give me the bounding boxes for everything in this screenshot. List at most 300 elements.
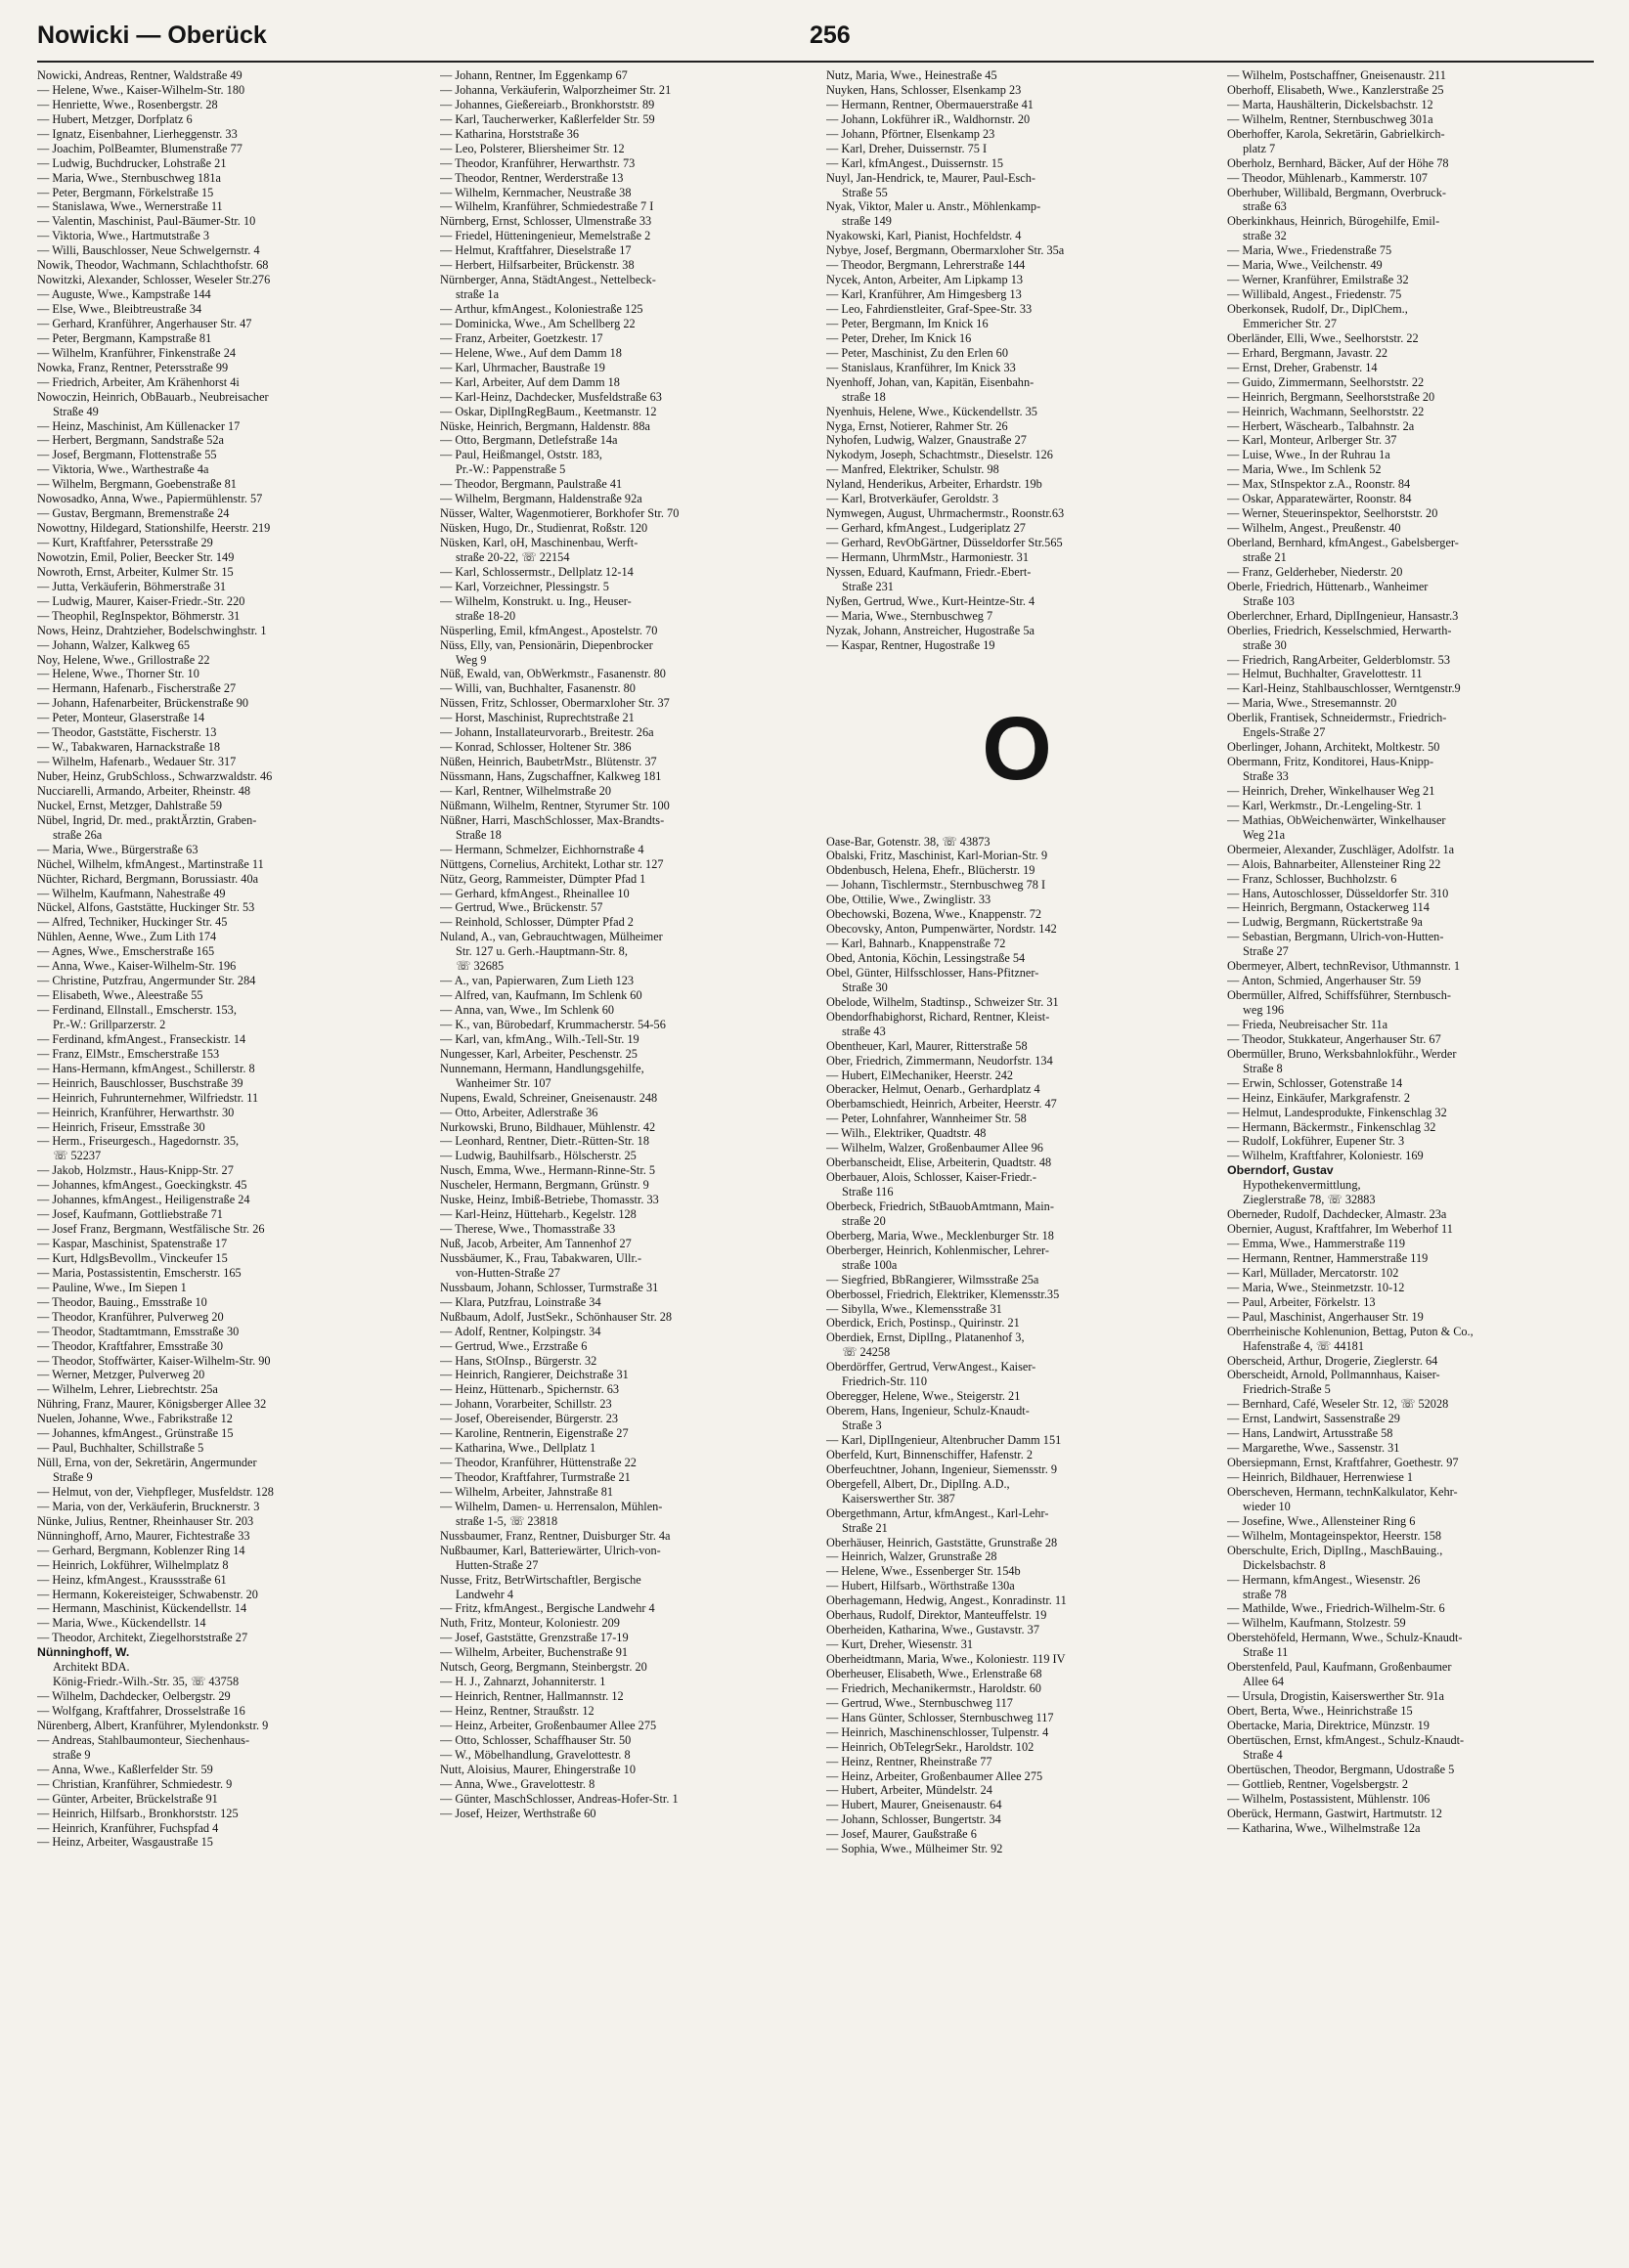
directory-entry: Ober, Friedrich, Zimmermann, Neudorfstr. 134 <box>826 1053 1053 1068</box>
directory-entry: — Heinrich, Bergmann, Ostackerweg 114 <box>1227 900 1430 915</box>
directory-entry: Oberbauer, Alois, Schlosser, Kaiser-Friedr.- <box>826 1170 1036 1185</box>
directory-entry: wieder 10 <box>1243 1499 1291 1513</box>
directory-entry: — Sebastian, Bergmann, Ulrich-von-Hutten- <box>1227 930 1444 944</box>
directory-entry: — Heinrich, Walzer, Grunstraße 28 <box>826 1549 997 1564</box>
directory-entry: — Auguste, Wwe., Kampstraße 144 <box>37 287 211 302</box>
directory-entry: — Hermann, Maschinist, Kückendellstr. 14 <box>37 1601 247 1616</box>
directory-entry: — Wilhelm, Kaufmann, Stolzestr. 59 <box>1227 1616 1406 1631</box>
directory-entry: — Otto, Arbeiter, Adlerstraße 36 <box>440 1105 598 1119</box>
directory-entry: — Theodor, Kraftfahrer, Emsstraße 30 <box>37 1338 224 1353</box>
directory-entry: straße 32 <box>1243 229 1287 243</box>
directory-entry: — Dominicka, Wwe., Am Schellberg 22 <box>440 316 636 330</box>
directory-entry: — Wilhelm, Arbeiter, Jahnstraße 81 <box>440 1484 614 1499</box>
directory-entry: straße 100a <box>842 1257 898 1272</box>
directory-entry: Nuber, Heinz, GrubSchloss., Schwarzwaldstr. 46 <box>37 769 273 783</box>
directory-entry: — Ludwig, Bauhilfsarb., Hölscherstr. 25 <box>440 1149 637 1163</box>
directory-entry: Nuyken, Hans, Schlosser, Elsenkamp 23 <box>826 82 1022 97</box>
directory-entry: Nutt, Aloisius, Maurer, Ehingerstraße 10 <box>440 1762 636 1776</box>
directory-entry: — Theodor, Kranführer, Herwarthstr. 73 <box>440 155 636 170</box>
directory-entry: weg 196 <box>1243 1003 1285 1017</box>
directory-entry: — Wilhelm, Dachdecker, Oelbergstr. 29 <box>37 1689 231 1704</box>
directory-entry: Pr.-W.: Grillparzerstr. 2 <box>53 1017 166 1031</box>
directory-entry: — Luise, Wwe., In der Ruhrau 1a <box>1227 448 1390 462</box>
directory-entry: — Josef, Maurer, Gaußstraße 6 <box>826 1827 977 1842</box>
directory-entry: — Johann, Schlosser, Bungertstr. 34 <box>826 1812 1001 1827</box>
directory-entry: Obermeyer, Albert, technRevisor, Uthmannstr. 1 <box>1227 959 1461 974</box>
directory-entry: Oberhäuser, Heinrich, Gaststätte, Grunstraße 28 <box>826 1535 1058 1549</box>
directory-entry: — Theodor, Kranführer, Hüttenstraße 22 <box>440 1456 637 1470</box>
page-number: 256 <box>810 22 851 49</box>
directory-entry: Nyland, Henderikus, Arbeiter, Erhardstr. 19b <box>826 477 1042 492</box>
directory-entry: — Frieda, Neubreisacher Str. 11a <box>1227 1017 1388 1031</box>
directory-entry: — Karl, Vorzeichner, Plessingstr. 5 <box>440 579 609 593</box>
directory-entry: — Peter, Bergmann, Kampstraße 81 <box>37 330 212 345</box>
directory-entry: — Karl, kfmAngest., Duissernstr. 15 <box>826 155 1004 170</box>
directory-entry: — Wilhelm, Postschaffner, Gneisenaustr. 211 <box>1227 68 1446 82</box>
directory-entry: — Helmut, Kraftfahrer, Dieselstraße 17 <box>440 243 632 258</box>
directory-entry: — Karl, Bahnarb., Knappenstraße 72 <box>826 937 1006 951</box>
directory-entry: Nusse, Fritz, BetrWirtschaftler, Bergische <box>440 1572 641 1587</box>
directory-entry: — Günter, MaschSchlosser, Andreas-Hofer-Str. 1 <box>440 1791 679 1806</box>
directory-entry: — Heinrich, Rangierer, Deichstraße 31 <box>440 1368 629 1382</box>
directory-entry: — Heinrich, Dreher, Winkelhauser Weg 21 <box>1227 783 1435 798</box>
directory-entry: — Heinz, Arbeiter, Wasgaustraße 15 <box>37 1835 213 1850</box>
directory-entry: — Karl, Monteur, Arlberger Str. 37 <box>1227 433 1397 448</box>
directory-entry: Straße 30 <box>842 980 888 994</box>
directory-entry: — Herbert, Hilfsarbeiter, Brückenstr. 38 <box>440 258 635 273</box>
directory-entry: — Josefine, Wwe., Allensteiner Ring 6 <box>1227 1513 1416 1528</box>
directory-entry: Obecovsky, Anton, Pumpenwärter, Nordstr. 142 <box>826 922 1057 937</box>
directory-entry: Wanheimer Str. 107 <box>456 1075 551 1090</box>
directory-entry: Nußbaumer, Karl, Batteriewärter, Ulrich-von- <box>440 1543 661 1557</box>
directory-entry: — Hubert, Arbeiter, Mündelstr. 24 <box>826 1783 992 1798</box>
directory-entry: Nurkowski, Bruno, Bildhauer, Mühlenstr. 42 <box>440 1119 656 1134</box>
directory-entry: straße 20 <box>842 1213 886 1228</box>
directory-entry: Oase-Bar, Gotenstr. 38, ☏ 43873 <box>826 834 991 849</box>
directory-entry: Nühring, Franz, Maurer, Königsberger Allee 32 <box>37 1397 267 1412</box>
directory-entry: ☏ 24258 <box>842 1345 891 1360</box>
directory-entry: Obermüller, Bruno, Werksbahnlokführ., Werder <box>1227 1046 1457 1061</box>
directory-entry: Oberscheidt, Arnold, Pollmannhaus, Kaiser- <box>1227 1368 1440 1382</box>
directory-entry: Nuth, Fritz, Monteur, Koloniestr. 209 <box>440 1616 620 1631</box>
directory-entry: Nyak, Viktor, Maler u. Anstr., Möhlenkamp- <box>826 199 1041 214</box>
directory-entry: — Maria, Wwe., Kückendellstr. 14 <box>37 1616 206 1631</box>
directory-entry: — Karl, Arbeiter, Auf dem Damm 18 <box>440 374 620 389</box>
directory-entry: Nowroth, Ernst, Arbeiter, Kulmer Str. 15 <box>37 564 234 579</box>
directory-entry: Landwehr 4 <box>456 1587 514 1601</box>
directory-entry: — Wilhelm, Kraftfahrer, Koloniestr. 169 <box>1227 1149 1424 1163</box>
directory-entry: — Werner, Steuerinspektor, Seelhorststr. 20 <box>1227 506 1438 521</box>
directory-entry: — Alois, Bahnarbeiter, Allensteiner Ring 22 <box>1227 856 1441 871</box>
directory-entry: straße 26a <box>53 827 103 842</box>
directory-entry: — Viktoria, Wwe., Warthestraße 4a <box>37 462 209 477</box>
directory-entry: — Hubert, ElMechaniker, Heerstr. 242 <box>826 1068 1014 1082</box>
directory-entry: — Karl-Heinz, Dachdecker, Musfeldstraße 63 <box>440 389 662 404</box>
directory-entry: Obergefell, Albert, Dr., DiplIng. A.D., <box>826 1476 1010 1491</box>
directory-entry: Nyssen, Eduard, Kaufmann, Friedr.-Ebert- <box>826 564 1032 579</box>
directory-entry: — Sibylla, Wwe., Klemensstraße 31 <box>826 1301 1002 1316</box>
directory-entry: — Hubert, Hilfsarb., Wörthstraße 130a <box>826 1579 1015 1593</box>
directory-entry: — Rudolf, Lokführer, Eupener Str. 3 <box>1227 1134 1405 1149</box>
directory-entry: Nupens, Ewald, Schreiner, Gneisenaustr. 248 <box>440 1090 658 1105</box>
directory-entry: Oberhoff, Elisabeth, Wwe., Kanzlerstraße 25 <box>1227 82 1444 97</box>
directory-entry: Oberdick, Erich, Postinsp., Quirinstr. 21 <box>826 1316 1020 1330</box>
directory-entry: — Ursula, Drogistin, Kaiserswerther Str. 91a <box>1227 1689 1444 1704</box>
directory-entry: — Peter, Monteur, Glaserstraße 14 <box>37 711 205 725</box>
directory-entry: — Hermann, Rentner, Obermauerstraße 41 <box>826 97 1034 111</box>
directory-entry: — Erwin, Schlosser, Gotenstraße 14 <box>1227 1075 1403 1090</box>
directory-entry: Oberlik, Frantisek, Schneidermstr., Friedrich- <box>1227 711 1447 725</box>
directory-entry: — Heinz, Arbeiter, Großenbaumer Allee 275 <box>826 1768 1043 1783</box>
directory-entry: Nüssmann, Hans, Zugschaffner, Kalkweg 181 <box>440 769 662 783</box>
directory-entry: — Heinrich, Rentner, Hallmannstr. 12 <box>440 1689 624 1704</box>
directory-entry: — Theodor, Stadtamtmann, Emsstraße 30 <box>37 1324 240 1338</box>
directory-entry: — Josef, Gaststätte, Grenzstraße 17-19 <box>440 1631 629 1645</box>
directory-entry: Straße 18 <box>456 827 502 842</box>
directory-entry: Oberscheven, Hermann, technKalkulator, Kehr- <box>1227 1484 1458 1499</box>
directory-entry: — Wilhelm, Kaufmann, Nahestraße 49 <box>37 886 226 900</box>
directory-entry: — Theodor, Mühlenarb., Kammerstr. 107 <box>1227 170 1428 185</box>
directory-entry: — Friedrich, Mechanikermstr., Haroldstr. 60 <box>826 1680 1041 1695</box>
directory-entry: Nyhofen, Ludwig, Walzer, Gnaustraße 27 <box>826 433 1027 448</box>
directory-entry: — Wilhelm, Rentner, Sternbuschweg 301a <box>1227 111 1433 126</box>
directory-entry: — Friedel, Hütteningenieur, Memelstraße 2 <box>440 229 651 243</box>
directory-entry: — Kurt, Kraftfahrer, Petersstraße 29 <box>37 536 213 549</box>
directory-entry: — Max, StInspektor z.A., Roonstr. 84 <box>1227 477 1411 492</box>
directory-entry: — Johann, Pförtner, Elsenkamp 23 <box>826 126 995 141</box>
directory-entry: Friedrich-Straße 5 <box>1243 1382 1331 1397</box>
directory-entry: Friedrich-Str. 110 <box>842 1374 927 1389</box>
directory-entry: — Theodor, Gaststätte, Fischerstr. 13 <box>37 725 217 740</box>
directory-entry: — W., Möbelhandlung, Gravelottestr. 8 <box>440 1747 631 1762</box>
directory-entry: — Maria, Postassistentin, Emscherstr. 165 <box>37 1265 242 1280</box>
directory-entry: — Karl, Schlossermstr., Dellplatz 12-14 <box>440 564 634 579</box>
directory-entry: — Karl-Heinz, Hütteharb., Kegelstr. 128 <box>440 1207 637 1222</box>
directory-entry: — Konrad, Schlosser, Holtener Str. 386 <box>440 740 632 755</box>
directory-entry: — Leonhard, Rentner, Dietr.-Rütten-Str. 18 <box>440 1134 649 1149</box>
directory-entry: — Katharina, Wwe., Dellplatz 1 <box>440 1441 596 1456</box>
directory-entry: Oberberger, Heinrich, Kohlenmischer, Lehrer- <box>826 1243 1049 1257</box>
directory-entry: — Heinrich, ObTelegrSekr., Haroldstr. 102 <box>826 1739 1035 1754</box>
directory-entry: — Viktoria, Wwe., Hartmutstraße 3 <box>37 229 210 243</box>
directory-entry: — Hubert, Maurer, Gneisenaustr. 64 <box>826 1798 1002 1812</box>
directory-entry: — Kurt, HdlgsBevollm., Vinckeufer 15 <box>37 1250 228 1265</box>
directory-entry: Oberdiek, Ernst, DiplIng., Platanenhof 3, <box>826 1330 1025 1345</box>
directory-entry: — Theodor, Kranführer, Pulverweg 20 <box>37 1309 224 1324</box>
directory-entry: — Paul, Maschinist, Angerhauser Str. 19 <box>1227 1309 1424 1324</box>
directory-entry: Dickelsbachstr. 8 <box>1243 1557 1326 1572</box>
directory-entry: Oberland, Bernhard, kfmAngest., Gabelsberger- <box>1227 536 1459 549</box>
directory-entry: — Heinz, Einkäufer, Markgrafenstr. 2 <box>1227 1090 1410 1105</box>
directory-entry: — Karl, Kranführer, Am Himgesberg 13 <box>826 287 1022 302</box>
directory-entry: — Heinrich, Bauschlosser, Buschstraße 39 <box>37 1075 243 1090</box>
directory-entry: — Willi, van, Buchhalter, Fasanenstr. 80 <box>440 681 636 696</box>
directory-entry: — Heinrich, Wachmann, Seelhorststr. 22 <box>1227 404 1425 418</box>
directory-entry: Obertüschen, Ernst, kfmAngest., Schulz-Knaudt- <box>1227 1732 1465 1747</box>
directory-entry: Nüß, Ewald, van, ObWerkmstr., Fasanenstr. 80 <box>440 667 666 681</box>
directory-entry: — Andreas, Stahlbaumonteur, Siechenhaus- <box>37 1732 250 1747</box>
directory-entry: — Wilhelm, Damen- u. Herrensalon, Mühlen- <box>440 1499 663 1513</box>
directory-entry: — Wolfgang, Kraftfahrer, Drosselstraße 16 <box>37 1704 245 1718</box>
directory-entry: Straße 116 <box>842 1185 894 1199</box>
directory-entry: — Wilhelm, Montageinspektor, Heerstr. 158 <box>1227 1528 1442 1543</box>
directory-entry: — Hermann, Schmelzer, Eichhornstraße 4 <box>440 842 644 856</box>
directory-entry: von-Hutten-Straße 27 <box>456 1265 560 1280</box>
directory-entry: Nuland, A., van, Gebrauchtwagen, Mülheimer <box>440 930 663 944</box>
directory-entry: Oberem, Hans, Ingenieur, Schulz-Knaudt- <box>826 1404 1030 1418</box>
directory-entry: Nyenhuis, Helene, Wwe., Kückendellstr. 35 <box>826 404 1037 418</box>
directory-entry: — Werner, Kranführer, Emilstraße 32 <box>1227 273 1409 287</box>
directory-entry: — Christine, Putzfrau, Angermunder Str. 284 <box>37 974 256 988</box>
directory-entry: — Katharina, Horststraße 36 <box>440 126 580 141</box>
directory-entry: — Wilhelm, Kranführer, Schmiedestraße 7 I <box>440 199 654 214</box>
directory-entry: — Anna, Wwe., Kaiser-Wilhelm-Str. 196 <box>37 959 237 974</box>
directory-entry: Nüsser, Walter, Wagenmotierer, Borkhofer Str. 70 <box>440 506 680 521</box>
directory-entry: Nowik, Theodor, Wachmann, Schlachthofstr. 68 <box>37 258 269 273</box>
directory-entry: — Siegfried, BbRangierer, Wilmsstraße 25a <box>826 1272 1039 1287</box>
directory-entry: — Hans, StOInsp., Bürgerstr. 32 <box>440 1353 597 1368</box>
directory-entry: Oberheuser, Elisabeth, Wwe., Erlenstraße 68 <box>826 1666 1042 1680</box>
directory-entry: — Stanislaus, Kranführer, Im Knick 33 <box>826 360 1016 374</box>
directory-entry: — Gertrud, Wwe., Sternbuschweg 117 <box>826 1695 1013 1710</box>
directory-entry: Nowottny, Hildegard, Stationshilfe, Heerstr. 219 <box>37 521 271 536</box>
directory-entry: Obendorfhabighorst, Richard, Rentner, Kleist- <box>826 1009 1050 1024</box>
directory-entry: — Hans Günter, Schlosser, Sternbuschweg 117 <box>826 1710 1054 1724</box>
directory-entry: Nückel, Alfons, Gaststätte, Huckinger Str. 53 <box>37 900 255 915</box>
directory-entry: Obel, Günter, Hilfsschlosser, Hans-Pfitzner- <box>826 965 1039 980</box>
directory-entry: Oberheidtmann, Maria, Wwe., Koloniestr. 119 IV <box>826 1652 1066 1666</box>
directory-entry: Nowicki, Andreas, Rentner, Waldstraße 49 <box>37 68 242 82</box>
directory-entry: Nünninghoff, Arno, Maurer, Fichtestraße 33 <box>37 1528 250 1543</box>
directory-entry: Oberück, Hermann, Gastwirt, Hartmutstr. 12 <box>1227 1806 1442 1820</box>
directory-entry: Nürenberg, Albert, Kranführer, Mylendonkstr. 9 <box>37 1718 269 1732</box>
directory-entry: — Josef, Kaufmann, Gottliebstraße 71 <box>37 1207 223 1222</box>
directory-entry: — Wilhelm, Angest., Preußenstr. 40 <box>1227 521 1401 536</box>
directory-entry: — Helene, Wwe., Essenberger Str. 154b <box>826 1564 1021 1579</box>
directory-entry: — W., Tabakwaren, Harnackstraße 18 <box>37 740 221 755</box>
directory-entry: — Pauline, Wwe., Im Siepen 1 <box>37 1280 187 1294</box>
directory-entry: — Karl, Werkmstr., Dr.-Lengeling-Str. 1 <box>1227 798 1423 812</box>
directory-entry: — Willibald, Angest., Friedenstr. 75 <box>1227 287 1402 302</box>
directory-entry: — Manfred, Elektriker, Schulstr. 98 <box>826 462 999 477</box>
directory-entry: — Günter, Arbeiter, Brückelstraße 91 <box>37 1791 218 1806</box>
directory-entry: — Maria, Wwe., Im Schlenk 52 <box>1227 462 1382 477</box>
directory-entry: — Wilhelm, Arbeiter, Buchenstraße 91 <box>440 1645 629 1660</box>
directory-entry: Obentheuer, Karl, Maurer, Ritterstraße 58 <box>826 1038 1028 1053</box>
directory-entry: — Franz, Arbeiter, Goetzkestr. 17 <box>440 330 603 345</box>
directory-entry: — Joachim, PolBeamter, Blumenstraße 77 <box>37 141 242 155</box>
directory-entry: Oberrheinische Kohlenunion, Bettag, Puton & Co., <box>1227 1324 1474 1338</box>
directory-entry: — Josef, Bergmann, Flottenstraße 55 <box>37 448 217 462</box>
directory-entry: — Kaspar, Maschinist, Spatenstraße 17 <box>37 1237 228 1250</box>
directory-entry: — Helmut, von der, Viehpfleger, Musfeldstr. 128 <box>37 1484 274 1499</box>
directory-entry: Oberkonsek, Rudolf, Dr., DiplChem., <box>1227 302 1408 316</box>
directory-entry: — Johann, Lokführer iR., Waldhornstr. 20 <box>826 111 1031 126</box>
directory-entry: Hutten-Straße 27 <box>456 1557 539 1572</box>
directory-entry: — Johann, Hafenarbeiter, Brückenstraße 90 <box>37 696 248 711</box>
directory-entry: — Wilhelm, Konstrukt. u. Ing., Heuser- <box>440 593 632 608</box>
directory-entry: Nutz, Maria, Wwe., Heinestraße 45 <box>826 68 997 82</box>
directory-entry: — Heinz, Rentner, Straußstr. 12 <box>440 1704 594 1718</box>
directory-entry: Obechowski, Bozena, Wwe., Knappenstr. 72 <box>826 907 1042 922</box>
directory-entry: — Margarethe, Wwe., Sassenstr. 31 <box>1227 1441 1400 1456</box>
directory-entry: Nüll, Erna, von der, Sekretärin, Angermunder <box>37 1456 257 1470</box>
directory-entry: ☏ 52237 <box>53 1149 102 1163</box>
directory-entry: Oberstenfeld, Paul, Kaufmann, Großenbaumer <box>1227 1660 1452 1675</box>
directory-entry: Oberfeld, Kurt, Binnenschiffer, Hafenstr. 2 <box>826 1447 1033 1461</box>
directory-entry: platz 7 <box>1243 141 1276 155</box>
directory-entry: Straße 3 <box>842 1418 882 1432</box>
directory-entry: Pr.-W.: Pappenstraße 5 <box>456 462 566 477</box>
directory-entry: Nussbaum, Johann, Schlosser, Turmstraße 31 <box>440 1280 659 1294</box>
directory-entry: — Leo, Fahrdienstleiter, Graf-Spee-Str. 33 <box>826 302 1033 316</box>
directory-entry: Straße 4 <box>1243 1747 1283 1762</box>
section-letter: O <box>982 698 1052 799</box>
directory-entry: Nowitzki, Alexander, Schlosser, Weseler Str.276 <box>37 273 271 287</box>
directory-entry: Oberhoffer, Karola, Sekretärin, Gabrielkirch- <box>1227 126 1445 141</box>
directory-entry: — Hans-Hermann, kfmAngest., Schillerstr. 8 <box>37 1061 255 1075</box>
directory-entry: — Wilhelm, Bergmann, Haldenstraße 92a <box>440 492 642 506</box>
directory-entry: Nowotzin, Emil, Polier, Beecker Str. 149 <box>37 549 235 564</box>
column-2 <box>440 68 821 1821</box>
directory-entry: Obdenbusch, Helena, Ehefr., Blücherstr. 19 <box>826 863 1035 878</box>
directory-entry: straße 20-22, ☏ 22154 <box>456 549 570 564</box>
directory-entry: Nüsperling, Emil, kfmAngest., Apostelstr. 70 <box>440 623 658 637</box>
directory-entry: — Herbert, Bergmann, Sandstraße 52a <box>37 433 225 448</box>
directory-entry: straße 43 <box>842 1024 886 1038</box>
directory-entry: — Helmut, Buchhalter, Gravelottestr. 11 <box>1227 667 1423 681</box>
column-1 <box>37 68 418 1850</box>
directory-entry: — Kaspar, Rentner, Hugostraße 19 <box>826 637 995 652</box>
directory-entry: Nuelen, Johanne, Wwe., Fabrikstraße 12 <box>37 1412 233 1426</box>
directory-entry: — Jakob, Holzmstr., Haus-Knipp-Str. 27 <box>37 1163 234 1178</box>
directory-entry: — Heinz, Maschinist, Am Küllenacker 17 <box>37 418 241 433</box>
directory-entry: — Sophia, Wwe., Mülheimer Str. 92 <box>826 1842 1003 1856</box>
directory-entry: — Gerhard, Kranführer, Angerhauser Str. 47 <box>37 316 252 330</box>
directory-entry: — Theodor, Kraftfahrer, Turmstraße 21 <box>440 1470 631 1484</box>
directory-entry: Nussbäumer, K., Frau, Tabakwaren, Ullr.- <box>440 1250 642 1265</box>
directory-entry: Obersiepmann, Ernst, Kraftfahrer, Goethestr. 97 <box>1227 1456 1459 1470</box>
directory-entry: Oberstehöfeld, Hermann, Wwe., Schulz-Knaudt- <box>1227 1631 1463 1645</box>
directory-entry: — Franz, Schlosser, Buchholzstr. 6 <box>1227 871 1397 886</box>
directory-entry: Straße 49 <box>53 404 99 418</box>
directory-entry: — Leo, Polsterer, Bliersheimer Str. 12 <box>440 141 625 155</box>
directory-entry: — Alfred, van, Kaufmann, Im Schlenk 60 <box>440 988 642 1003</box>
directory-entry: Straße 231 <box>842 579 894 593</box>
directory-entry: ☏ 32685 <box>456 959 505 974</box>
directory-entry: Oberländer, Elli, Wwe., Seelhorststr. 22 <box>1227 330 1419 345</box>
directory-entry: Oberlies, Friedrich, Kesselschmied, Herwarth- <box>1227 623 1452 637</box>
directory-entry: Nucciarelli, Armando, Arbeiter, Rheinstr. 48 <box>37 783 251 798</box>
directory-entry: Noy, Helene, Wwe., Grillostraße 22 <box>37 652 210 667</box>
directory-entry: Nuscheler, Hermann, Bergmann, Grünstr. 9 <box>440 1178 649 1193</box>
directory-entry: — Maria, Wwe., Veilchenstr. 49 <box>1227 258 1383 273</box>
directory-entry: — Bernhard, Café, Weseler Str. 12, ☏ 52028 <box>1227 1397 1449 1412</box>
directory-entry: — Maria, Wwe., Steinmetzstr. 10-12 <box>1227 1280 1405 1294</box>
directory-entry: — Heinz, Arbeiter, Großenbaumer Allee 275 <box>440 1718 657 1732</box>
directory-entry: straße 18 <box>842 389 886 404</box>
directory-entry: straße 21 <box>1243 549 1287 564</box>
directory-entry: — Wilhelm, Kranführer, Finkenstraße 24 <box>37 345 237 360</box>
directory-entry: — Willi, Bauschlosser, Neue Schwelgernstr. 4 <box>37 243 260 258</box>
directory-entry: Nüss, Elly, van, Pensionärin, Diepenbrocker <box>440 637 653 652</box>
directory-entry: — Herm., Friseurgesch., Hagedornstr. 35, <box>37 1134 240 1149</box>
directory-entry: — Johann, Vorarbeiter, Schillstr. 23 <box>440 1397 612 1412</box>
directory-entry: — Ludwig, Bergmann, Rückertstraße 9a <box>1227 915 1423 930</box>
directory-entry: Straße 8 <box>1243 1061 1283 1075</box>
directory-entry: — Ludwig, Buchdrucker, Lohstraße 21 <box>37 155 227 170</box>
directory-entry: — Emma, Wwe., Hammerstraße 119 <box>1227 1237 1406 1250</box>
directory-entry: — Heinrich, Lokführer, Wilhelmplatz 8 <box>37 1557 229 1572</box>
directory-entry: Nybye, Josef, Bergmann, Obermarxloher Str. 35a <box>826 243 1065 258</box>
directory-entry: — Ignatz, Eisenbahner, Lierheggenstr. 33 <box>37 126 238 141</box>
directory-entry: — Heinrich, Bildhauer, Herrenwiese 1 <box>1227 1470 1414 1484</box>
directory-entry: — Maria, Wwe., Friedenstraße 75 <box>1227 243 1392 258</box>
directory-entry: — Horst, Maschinist, Ruprechtstraße 21 <box>440 711 635 725</box>
directory-entry: — Hermann, UhrmMstr., Harmoniestr. 31 <box>826 549 1029 564</box>
directory-entry: Obernier, August, Kraftfahrer, Im Weberhof 11 <box>1227 1222 1453 1237</box>
directory-entry: — Theodor, Stoffwärter, Kaiser-Wilhelm-Str. 90 <box>37 1353 271 1368</box>
directory-entry: — Hubert, Metzger, Dorfplatz 6 <box>37 111 193 126</box>
directory-entry: Oberneder, Rudolf, Dachdecker, Almastr. 23a <box>1227 1207 1447 1222</box>
directory-entry: — Anna, Wwe., Gravelottestr. 8 <box>440 1776 595 1791</box>
directory-entry: — Anna, Wwe., Kaßlerfelder Str. 59 <box>37 1762 213 1776</box>
directory-entry: — Stanislawa, Wwe., Wernerstraße 11 <box>37 199 223 214</box>
directory-entry: — Hermann, Rentner, Hammerstraße 119 <box>1227 1250 1429 1265</box>
directory-entry: straße 1-5, ☏ 23818 <box>456 1513 558 1528</box>
directory-entry: — Hans, Autoschlosser, Düsseldorfer Str. 310 <box>1227 886 1449 900</box>
directory-entry: — Theodor, Rentner, Werderstraße 13 <box>440 170 624 185</box>
directory-entry: Nunnemann, Hermann, Handlungsgehilfe, <box>440 1061 644 1075</box>
directory-entry: — Maria, von der, Verkäuferin, Brucknerstr. 3 <box>37 1499 260 1513</box>
directory-entry: Weg 21a <box>1243 827 1286 842</box>
directory-entry: — Christian, Kranführer, Schmiedestr. 9 <box>37 1776 233 1791</box>
directory-entry: — Otto, Schlosser, Schaffhauser Str. 50 <box>440 1732 632 1747</box>
directory-entry: — Heinrich, Fuhrunternehmer, Wilfriedstr. 11 <box>37 1090 259 1105</box>
directory-entry: — Heinrich, Friseur, Emsstraße 30 <box>37 1119 205 1134</box>
directory-entry: — Karl-Heinz, Stahlbauschlosser, Werntgenstr.9 <box>1227 681 1461 696</box>
directory-entry: Oberegger, Helene, Wwe., Steigerstr. 21 <box>826 1389 1021 1404</box>
directory-entry: — Karoline, Rentnerin, Eigenstraße 27 <box>440 1426 629 1441</box>
directory-entry: Oberbamschiedt, Heinrich, Arbeiter, Heerstr. 47 <box>826 1097 1057 1112</box>
directory-entry: Nußbaum, Adolf, JustSekr., Schönhauser Str. 28 <box>440 1309 673 1324</box>
directory-entry: — H. J., Zahnarzt, Johanniterstr. 1 <box>440 1675 606 1689</box>
directory-entry: Straße 33 <box>1243 769 1289 783</box>
directory-entry: Nüchel, Wilhelm, kfmAngest., Martinstraße 11 <box>37 856 264 871</box>
directory-entry: — Oskar, Apparatewärter, Roonstr. 84 <box>1227 492 1412 506</box>
directory-entry: — Karl, Müllader, Mercatorstr. 102 <box>1227 1265 1399 1280</box>
directory-entry: Obermeier, Alexander, Zuschläger, Adolfstr. 1a <box>1227 842 1455 856</box>
directory-entry: Oberhagemann, Hedwig, Angest., Konradinstr. 11 <box>826 1593 1067 1608</box>
directory-entry: — Marta, Haushälterin, Dickelsbachstr. 12 <box>1227 97 1433 111</box>
directory-entry: — Johann, Rentner, Im Eggenkamp 67 <box>440 68 628 82</box>
directory-entry: — Werner, Metzger, Pulverweg 20 <box>37 1368 205 1382</box>
directory-entry: — Valentin, Maschinist, Paul-Bäumer-Str. 10 <box>37 214 256 229</box>
directory-entry: Nows, Heinz, Drahtzieher, Bodelschwinghstr. 1 <box>37 623 267 637</box>
directory-entry: Straße 9 <box>53 1470 93 1484</box>
directory-entry: — Arthur, kfmAngest., Koloniestraße 125 <box>440 302 643 316</box>
directory-entry: Straße 55 <box>842 185 888 199</box>
directory-entry: — Mathilde, Wwe., Friedrich-Wilhelm-Str. 6 <box>1227 1601 1445 1616</box>
directory-entry: Nürnberger, Anna, StädtAngest., Nettelbeck- <box>440 273 656 287</box>
directory-entry: — Henriette, Wwe., Rosenbergstr. 28 <box>37 97 218 111</box>
directory-entry: — Hermann, Kokereisteiger, Schwabenstr. 20 <box>37 1587 258 1601</box>
directory-entry: Nuckel, Ernst, Metzger, Dahlstraße 59 <box>37 798 223 812</box>
directory-entry: Nussbaumer, Franz, Rentner, Duisburger Str. 4a <box>440 1528 671 1543</box>
directory-entry: — A., van, Papierwaren, Zum Lieth 123 <box>440 974 635 988</box>
directory-entry: — Wilhelm, Kernmacher, Neustraße 38 <box>440 185 632 199</box>
directory-entry: — Heinrich, Kranführer, Fuchspfad 4 <box>37 1820 219 1835</box>
